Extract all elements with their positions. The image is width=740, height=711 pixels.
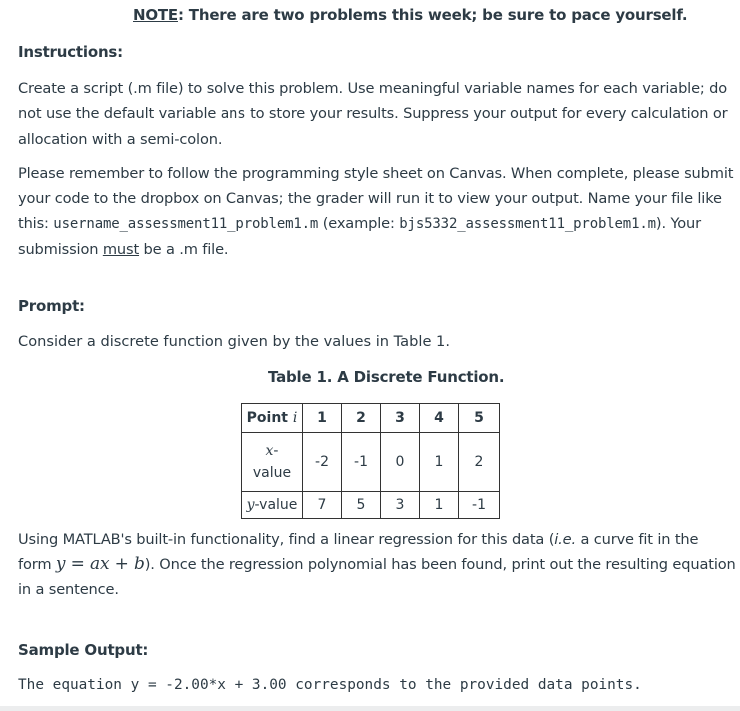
point-variable: i: [292, 410, 298, 426]
x-header-cell: [242, 433, 303, 492]
x-label: value: [252, 465, 292, 481]
point-cell: 3: [381, 404, 420, 433]
code-filename-pattern: username_assessment11_problem1.m: [53, 216, 319, 232]
y-header-cell: [242, 492, 303, 519]
point-label: Point: [246, 410, 293, 426]
point-header-cell: [242, 404, 303, 433]
point-cell: 1: [303, 404, 342, 433]
x-dash: -: [273, 443, 279, 459]
text-segment: to store your results. Suppress your output for every calculation or allocation with a semi-colon.: [18, 105, 728, 148]
point-cell: 2: [342, 404, 381, 433]
point-cell: 5: [459, 404, 500, 433]
prompt-question: [18, 527, 736, 602]
y-value-cell: 5: [342, 492, 381, 519]
note-banner: [133, 6, 687, 24]
prompt-heading: Prompt:: [18, 297, 85, 315]
y-value-cell: 7: [303, 492, 342, 519]
text-segment: be a .m file.: [139, 241, 229, 258]
text-segment: Create a script (.m file) to solve this problem. Use meaningful variable names for each variable; do not use the default variable: [18, 80, 728, 122]
y-value-cell: 3: [381, 492, 420, 519]
text-segment: ). Your submission: [18, 215, 701, 258]
text-ie: i.e.: [554, 531, 576, 548]
table-caption: Table 1. A Discrete Function.: [268, 368, 505, 386]
x-value-cell: 2: [459, 433, 500, 492]
x-value-cell: 1: [420, 433, 459, 492]
text-segment: ). Once the regression polynomial has been found, print out the resulting equation in a sentence.: [18, 556, 736, 598]
y-label: -value: [254, 497, 298, 513]
text-segment: (example:: [318, 215, 400, 232]
discrete-function-table: [241, 403, 500, 519]
table-row-x: [242, 433, 500, 492]
code-ans: ans: [220, 106, 246, 122]
y-value-cell: 1: [420, 492, 459, 519]
x-value-cell: -1: [342, 433, 381, 492]
table-row-y: [242, 492, 500, 519]
x-value-cell: -2: [303, 433, 342, 492]
text-segment: a curve fit in the form: [18, 531, 699, 573]
x-value-cell: 0: [381, 433, 420, 492]
emphasis-must: must: [102, 241, 140, 258]
instructions-paragraph-1: [18, 76, 736, 152]
regression-equation: y = ax + b: [55, 554, 145, 574]
code-filename-example: bjs5332_assessment11_problem1.m: [399, 216, 656, 232]
instructions-heading: Instructions:: [18, 43, 123, 61]
note-text: : There are two problems this week; be sure to pace yourself.: [177, 6, 688, 24]
point-cell: 4: [420, 404, 459, 433]
text-segment: Please remember to follow the programming style sheet on Canvas. When complete, please submit your code to the dropbox on Canvas; the grader will run it to view your output. Name your file like this:: [18, 165, 734, 232]
bottom-divider: [0, 706, 740, 711]
text-segment: Using MATLAB's built-in functionality, find a linear regression for this data (: [18, 531, 555, 548]
sample-output-text: The equation y = -2.00*x + 3.00 corresponds to the provided data points.: [18, 677, 642, 693]
y-value-cell: -1: [459, 492, 500, 519]
table-row-points: [242, 404, 500, 433]
prompt-text: Consider a discrete function given by the values in Table 1.: [18, 333, 450, 350]
y-variable: y: [246, 497, 255, 513]
note-lead: NOTE: [133, 6, 178, 24]
x-variable: x: [265, 443, 274, 459]
instructions-paragraph-2: [18, 161, 736, 262]
sample-output-heading: Sample Output:: [18, 641, 149, 659]
